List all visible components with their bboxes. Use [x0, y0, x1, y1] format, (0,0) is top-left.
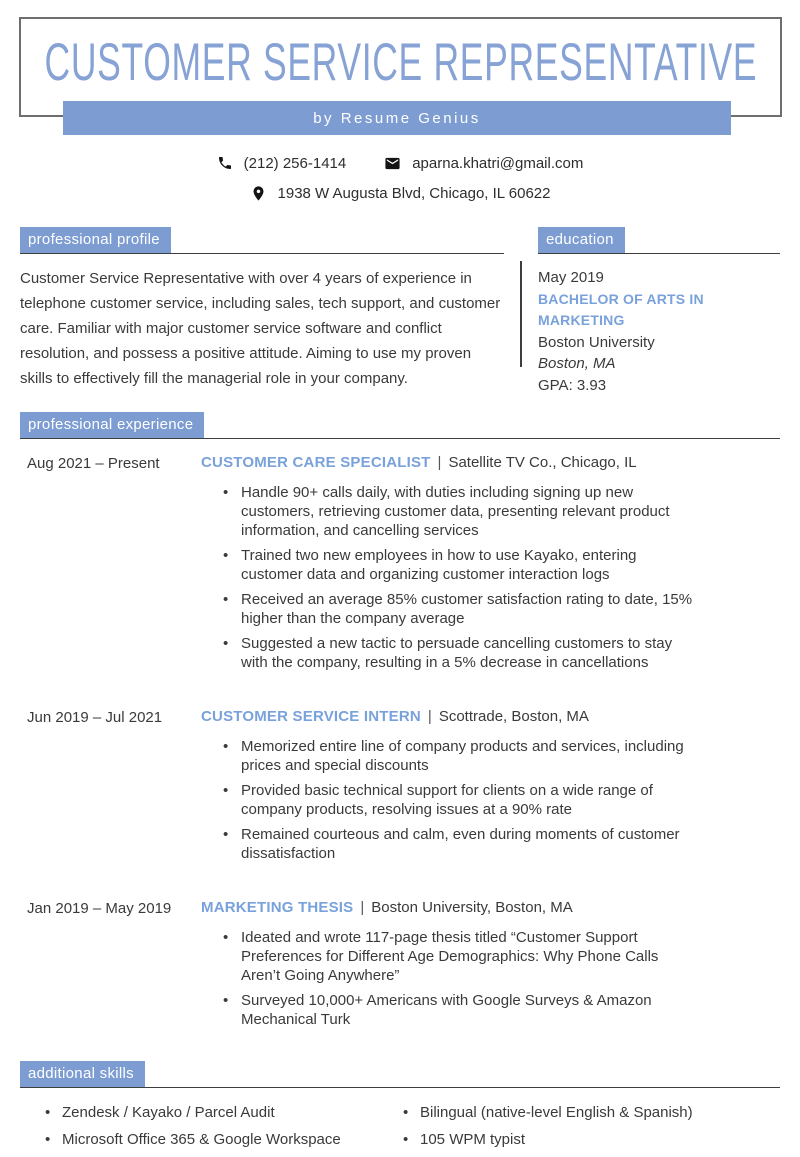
job-body [201, 454, 780, 678]
profile-summary-text: Customer Service Representative with over 4 years of experience in telephone customer service, including sales, tech support, and customer care. Familiar with major customer service software and conflict resolution, and possess a positive attitude. Aiming to use my proven skills to effectively fill the managerial role in your company. [20, 270, 501, 387]
brand-banner-text: by Resume Genius [313, 109, 481, 127]
job-title-row [201, 454, 780, 471]
contact-email [384, 155, 583, 172]
skills-columns [20, 1103, 780, 1157]
skills-heading-chip: additional skills [20, 1061, 145, 1087]
job-bullet-list [201, 928, 697, 1029]
job-company: Satellite TV Co., Chicago, IL [448, 454, 637, 471]
job-title: CUSTOMER CARE SPECIALIST [201, 454, 431, 471]
location-pin-icon [250, 185, 267, 202]
education-heading-chip: education [538, 227, 625, 253]
contact-address [250, 185, 551, 202]
skills-list-right [383, 1103, 693, 1157]
job-dates: Aug 2021 – Present [27, 455, 160, 472]
contact-row-1 [0, 151, 800, 175]
street-address: 1938 W Augusta Blvd, Chicago, IL 60622 [277, 184, 551, 202]
education-school: Boston University [538, 333, 655, 351]
brand-banner [63, 101, 731, 135]
profile-education-row [20, 227, 780, 396]
phone-icon [217, 155, 233, 171]
email-address: aparna.khatri@gmail.com [412, 154, 584, 172]
skill-item: • 105 WPM typist [403, 1130, 693, 1150]
job-bullet: • Suggested a new tactic to persuade cancelling customers to stay with the company, resulting in a 5% decrease in cancellations [223, 634, 697, 672]
profile-section [20, 227, 504, 396]
job-bullet: • Memorized entire line of company products and services, including prices and special discounts [223, 737, 697, 775]
skills-section [20, 1061, 780, 1157]
job-title-separator: | [360, 899, 365, 916]
job-body [201, 899, 780, 1035]
skill-item: • Microsoft Office 365 & Google Workspace [45, 1130, 383, 1150]
section-header-skills [20, 1061, 780, 1088]
job-bullet: • Received an average 85% customer satisfaction rating to date, 15% higher than the company average [223, 590, 697, 628]
experience-heading-chip: professional experience [20, 412, 204, 438]
job-title-row [201, 708, 780, 725]
education-date: May 2019 [538, 269, 604, 286]
section-header-profile [20, 227, 504, 254]
job-dates: Jun 2019 – Jul 2021 [27, 709, 163, 726]
contact-phone [217, 155, 347, 172]
envelope-icon [384, 155, 401, 172]
job-bullet-list [201, 483, 697, 672]
section-header-education [538, 227, 780, 254]
skills-list-left [20, 1103, 383, 1157]
job-bullet: • Surveyed 10,000+ Americans with Google Surveys & Amazon Mechanical Turk [223, 991, 697, 1029]
job-entry-3 [20, 899, 780, 1035]
section-header-experience [20, 412, 780, 439]
skill-item: • Zendesk / Kayako / Parcel Audit [45, 1103, 383, 1123]
phone-number: (212) 256-1414 [243, 154, 347, 172]
job-bullet: • Ideated and wrote 117-page thesis titled “Customer Support Preferences for Different Age Demographics: Why Phone Calls Aren’t Going Anywhere” [223, 928, 697, 985]
job-title: CUSTOMER SERVICE INTERN [201, 708, 421, 725]
experience-section [20, 412, 780, 1035]
resume-title: CUSTOMER SERVICE REPRESENTATIVE [44, 32, 757, 92]
contact-row-2 [0, 181, 800, 205]
job-entry-2 [20, 708, 780, 869]
job-company: Boston University, Boston, MA [371, 899, 573, 916]
education-entry [538, 267, 780, 396]
job-bullet: • Provided basic technical support for clients on a wide range of company products, resolving issues at a 90% rate [223, 781, 697, 819]
education-gpa: GPA: 3.93 [538, 376, 607, 394]
education-section [538, 227, 780, 396]
job-bullet-list [201, 737, 697, 863]
column-divider [520, 261, 522, 367]
job-title: MARKETING THESIS [201, 899, 354, 916]
job-company: Scottrade, Boston, MA [438, 708, 589, 725]
skill-item: • Bilingual (native-level English & Spanish) [403, 1103, 693, 1123]
profile-heading-chip: professional profile [20, 227, 171, 253]
job-dates: Jan 2019 – May 2019 [27, 900, 172, 917]
job-body [201, 708, 780, 869]
job-bullet: • Remained courteous and calm, even during moments of customer dissatisfaction [223, 825, 697, 863]
job-title-separator: | [427, 708, 432, 725]
job-bullet: • Trained two new employees in how to use Kayako, entering customer data and organizing customer interaction logs [223, 546, 697, 584]
education-degree: BACHELOR OF ARTS IN MARKETING [538, 290, 704, 328]
job-bullet: • Handle 90+ calls daily, with duties including signing up new customers, retrieving customer data, presenting relevant product information, and cancelling services [223, 483, 697, 540]
job-title-separator: | [437, 454, 442, 471]
job-title-row [201, 899, 780, 916]
education-location: Boston, MA [538, 355, 616, 372]
job-entry-1 [20, 454, 780, 678]
